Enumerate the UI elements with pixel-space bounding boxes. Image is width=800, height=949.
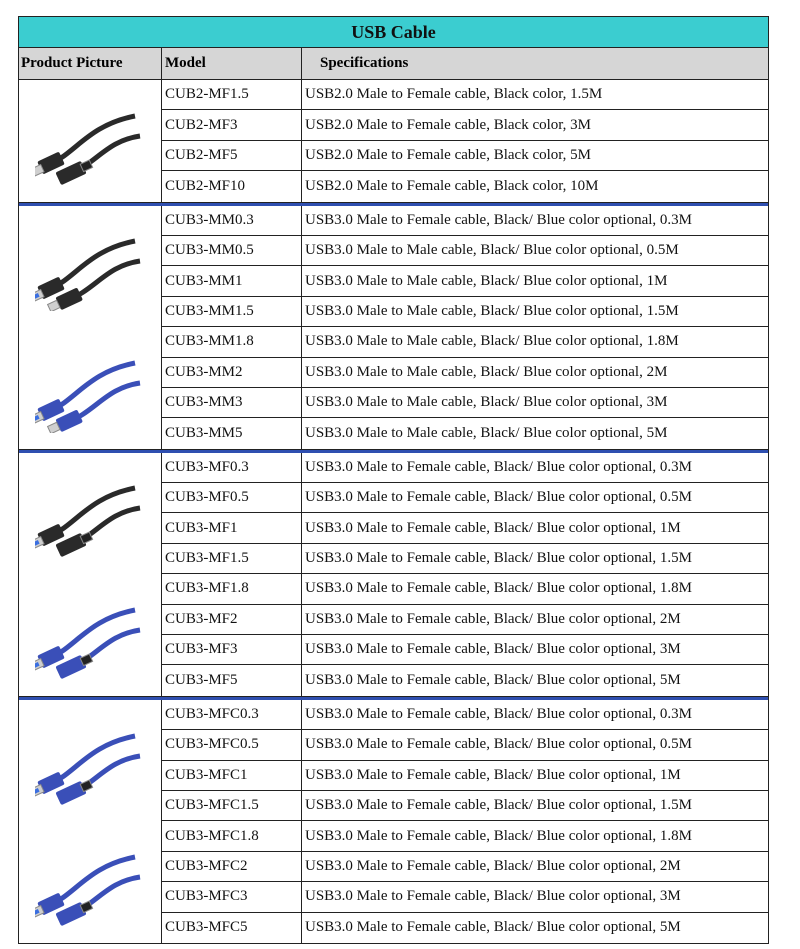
model-cell: CUB3-MFC1.5 <box>162 791 302 820</box>
model-cell: CUB3-MM5 <box>162 418 302 448</box>
table-row <box>162 700 768 730</box>
spec-cell: USB3.0 Male to Female cable, Black/ Blue color optional, 2M <box>305 857 681 874</box>
spec-cell: USB3.0 Male to Female cable, Black/ Blue color optional, 0.3M <box>305 706 693 722</box>
spec-cell: USB3.0 Male to Female cable, Black/ Blue color optional, 1.8M <box>305 827 693 844</box>
header-model: Model <box>162 48 302 79</box>
table-row <box>162 852 768 882</box>
model-cell: CUB3-MM2 <box>162 358 302 387</box>
cable-image-usb3-male-male-blue <box>35 343 145 433</box>
spec-cell: USB3.0 Male to Male cable, Black/ Blue color optional, 3M <box>305 394 668 411</box>
table-row <box>162 266 768 296</box>
product-group <box>18 80 769 203</box>
model-cell: CUB2-MF5 <box>162 141 302 170</box>
spec-cell: USB3.0 Male to Female cable, Black/ Blue color optional, 5M <box>305 919 681 936</box>
spec-cell: USB3.0 Male to Female cable, Black/ Blue color optional, 5M <box>305 672 681 689</box>
product-picture-cell <box>19 80 162 202</box>
cable-image-usb3-male-male-black <box>35 221 145 311</box>
cable-image-usb3-extension-blue-b <box>35 837 145 927</box>
header-row <box>18 48 769 80</box>
spec-cell: USB3.0 Male to Male cable, Black/ Blue color optional, 1.8M <box>305 333 679 350</box>
model-cell: CUB3-MM1.8 <box>162 327 302 356</box>
table-row <box>162 821 768 851</box>
header-product-picture: Product Picture <box>19 48 162 79</box>
table-row <box>162 327 768 357</box>
model-cell: CUB3-MM1.5 <box>162 297 302 326</box>
table-row <box>162 80 768 110</box>
model-cell: CUB3-MF1.8 <box>162 574 302 603</box>
table-row <box>162 730 768 760</box>
table-row <box>162 761 768 791</box>
table-title: USB Cable <box>18 16 769 48</box>
usb-cable-table <box>18 16 769 944</box>
product-group <box>18 206 769 450</box>
product-picture-cell <box>19 206 162 449</box>
model-cell: CUB3-MF5 <box>162 665 302 695</box>
model-cell: CUB3-MM3 <box>162 388 302 417</box>
spec-cell: USB2.0 Male to Female cable, Black color, 3M <box>305 116 592 133</box>
spec-cell: USB3.0 Male to Male cable, Black/ Blue color optional, 5M <box>305 424 668 441</box>
model-cell: CUB3-MFC0.3 <box>162 700 302 729</box>
model-cell: CUB3-MF1.5 <box>162 544 302 573</box>
product-picture-cell <box>19 700 162 943</box>
model-cell: CUB3-MF3 <box>162 635 302 664</box>
model-cell: CUB2-MF3 <box>162 110 302 139</box>
table-row <box>162 513 768 543</box>
model-cell: CUB2-MF1.5 <box>162 80 302 109</box>
model-cell: CUB3-MF0.5 <box>162 483 302 512</box>
spec-cell: USB3.0 Male to Male cable, Black/ Blue color optional, 0.5M <box>305 242 679 259</box>
table-row <box>162 605 768 635</box>
table-row <box>162 358 768 388</box>
table-row <box>162 791 768 821</box>
spec-cell: USB2.0 Male to Female cable, Black color, 10M <box>305 177 599 194</box>
model-cell: CUB3-MM1 <box>162 266 302 295</box>
model-cell: CUB3-MM0.3 <box>162 206 302 235</box>
spec-cell: USB3.0 Male to Female cable, Black/ Blue color optional, 1.5M <box>305 797 693 814</box>
table-row <box>162 388 768 418</box>
model-cell: CUB2-MF10 <box>162 171 302 201</box>
model-cell: CUB3-MFC1 <box>162 761 302 790</box>
spec-cell: USB3.0 Male to Female cable, Black/ Blue color optional, 3M <box>305 641 681 658</box>
cable-image-usb2-extension-cable-black <box>35 96 145 186</box>
model-cell: CUB3-MFC5 <box>162 913 302 943</box>
spec-cell: USB3.0 Male to Female cable, Black/ Blue color optional, 2M <box>305 610 681 627</box>
spec-cell: USB3.0 Male to Female cable, Black/ Blue color optional, 1M <box>305 766 681 783</box>
table-body <box>18 80 769 944</box>
cable-image-usb3-male-female-blue <box>35 590 145 680</box>
model-cell: CUB3-MFC3 <box>162 882 302 911</box>
table-row <box>162 297 768 327</box>
table-row <box>162 882 768 912</box>
spec-cell: USB3.0 Male to Female cable, Black/ Blue color optional, 3M <box>305 888 681 905</box>
model-cell: CUB3-MFC2 <box>162 852 302 881</box>
spec-cell: USB3.0 Male to Male cable, Black/ Blue color optional, 2M <box>305 363 668 380</box>
table-row <box>162 483 768 513</box>
table-row <box>162 418 768 448</box>
product-group <box>18 700 769 944</box>
table-row <box>162 544 768 574</box>
table-row <box>162 141 768 171</box>
spec-cell: USB3.0 Male to Female cable, Black/ Blue color optional, 0.5M <box>305 489 693 506</box>
table-row <box>162 453 768 483</box>
model-cell: CUB3-MF1 <box>162 513 302 542</box>
model-cell: CUB3-MF0.3 <box>162 453 302 482</box>
spec-cell: USB3.0 Male to Female cable, Black/ Blue color optional, 1.5M <box>305 550 693 567</box>
table-row <box>162 236 768 266</box>
table-row <box>162 110 768 140</box>
spec-cell: USB3.0 Male to Male cable, Black/ Blue color optional, 1.5M <box>305 302 679 319</box>
spec-cell: USB3.0 Male to Female cable, Black/ Blue color optional, 0.5M <box>305 736 693 753</box>
table-row <box>162 913 768 943</box>
table-row <box>162 171 768 201</box>
product-picture-cell <box>19 453 162 696</box>
spec-cell: USB3.0 Male to Male cable, Black/ Blue color optional, 1M <box>305 272 668 289</box>
model-cell: CUB3-MM0.5 <box>162 236 302 265</box>
spec-cell: USB3.0 Male to Female cable, Black/ Blue color optional, 0.3M <box>305 211 693 228</box>
table-row <box>162 665 768 695</box>
model-cell: CUB3-MFC1.8 <box>162 821 302 850</box>
product-group <box>18 453 769 697</box>
model-cell: CUB3-MF2 <box>162 605 302 634</box>
cable-image-usb3-extension-blue-a <box>35 716 145 806</box>
spec-cell: USB2.0 Male to Female cable, Black color, 5M <box>305 146 592 163</box>
spec-cell: USB3.0 Male to Female cable, Black/ Blue color optional, 0.3M <box>305 458 693 475</box>
header-specifications: Specifications <box>320 55 409 71</box>
table-row <box>162 574 768 604</box>
cable-image-usb3-male-female-black <box>35 468 145 558</box>
table-row <box>162 635 768 665</box>
table-row <box>162 206 768 236</box>
spec-cell: USB2.0 Male to Female cable, Black color, 1.5M <box>305 86 603 103</box>
model-cell: CUB3-MFC0.5 <box>162 730 302 759</box>
spec-cell: USB3.0 Male to Female cable, Black/ Blue color optional, 1.8M <box>305 580 693 597</box>
spec-cell: USB3.0 Male to Female cable, Black/ Blue color optional, 1M <box>305 519 681 536</box>
